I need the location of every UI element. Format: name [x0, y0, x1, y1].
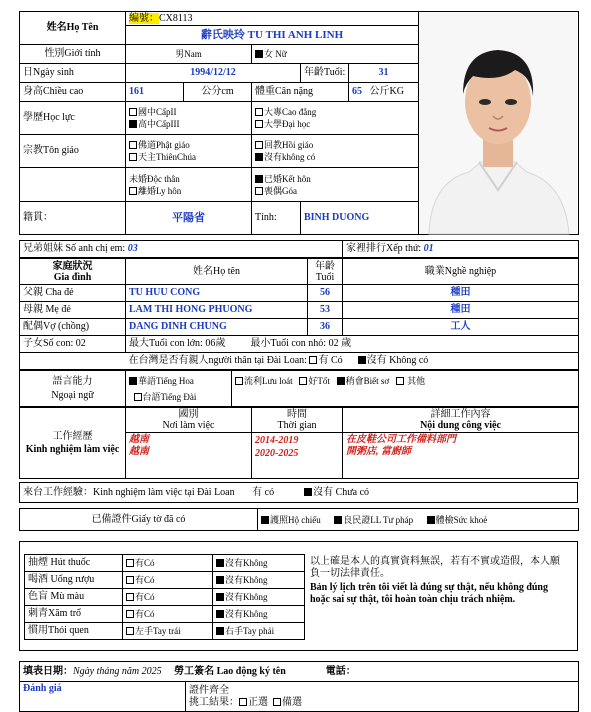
- documents-label: 已備證件Giấy tờ đã có: [20, 509, 258, 531]
- checked-box-icon: [358, 356, 366, 364]
- habits-section: [19, 541, 578, 651]
- photo-cell: [419, 12, 579, 235]
- checkbox-icon: [255, 120, 263, 128]
- checked-box-icon: [129, 377, 137, 385]
- checked-box-icon: [216, 576, 224, 584]
- height-value: 161: [126, 83, 184, 102]
- checkbox-icon: [129, 153, 137, 161]
- family-table: [19, 258, 579, 370]
- height-label: 身高Chiều cao: [20, 83, 126, 102]
- work-header-time: 時間 Thời gian: [252, 408, 343, 433]
- checkbox-icon: [134, 393, 142, 401]
- footer-sign-row: 填表日期：Ngày tháng năm 2025 勞工簽名 Lao động ký tên 電話：: [20, 662, 579, 682]
- checked-box-icon: [337, 377, 345, 385]
- table-row: 配偶Vợ (chồng) DANG DINH CHUNG 36 工人: [20, 319, 579, 336]
- province-value: BINH DUONG: [301, 201, 419, 234]
- personal-info-table: [19, 11, 579, 235]
- marital-options-left[interactable]: 未婚Độc thân 離婚Ly hôn: [126, 168, 252, 201]
- table-row: 抽煙 Hút thuốc 有Có 沒有Không: [25, 555, 305, 572]
- checkbox-icon: [239, 698, 247, 706]
- age-label: 年齡Tuổi:: [301, 64, 349, 83]
- siblings-cell: 兄弟姐妹 Số anh chị em: 03: [20, 241, 343, 258]
- edu-options-left[interactable]: 國中CấpII 高中CấpIII: [126, 101, 252, 134]
- name-label: 姓名Họ Tên: [20, 12, 126, 45]
- native-label: 籍貫：: [20, 201, 126, 234]
- native-value: 平陽省: [126, 201, 252, 234]
- language-options[interactable]: 華語Tiếng Hoa 台語Tiếng Đài: [126, 371, 232, 407]
- language-label: 語言能力 Ngoại ngữ: [20, 371, 126, 407]
- work-contents: 在皮鞋公司工作備料部門 開粥店, 當廚師: [343, 433, 579, 479]
- checkbox-icon: [129, 108, 137, 116]
- checked-box-icon: [255, 153, 263, 161]
- religion-options-left[interactable]: 佛道Phật giáo 天主ThiênChúa: [126, 135, 252, 168]
- siblings-table: [19, 240, 579, 258]
- work-countries: 越南 越南: [126, 433, 252, 479]
- checked-box-icon: [216, 610, 224, 618]
- checkbox-icon: [273, 698, 281, 706]
- eval-label: Đánh giá: [20, 682, 186, 712]
- language-table: [19, 370, 579, 407]
- work-header-content: 詳細工作內容 Nội dung công việc: [343, 408, 579, 433]
- checkbox-icon: [309, 356, 317, 364]
- checked-box-icon: [261, 516, 269, 524]
- work-label: 工作經歷 Kinh nghiệm làm việc: [20, 408, 126, 479]
- table-row: 母親 Mẹ đẻ LAM THI HONG PHUONG 53 種田: [20, 302, 579, 319]
- family-header-age: 年齡 Tuổi: [308, 259, 343, 285]
- documents-table: [19, 508, 579, 531]
- gender-label: 性別Giới tính: [20, 45, 126, 64]
- checkbox-icon: [126, 610, 134, 618]
- family-header-job: 職業Nghề nghiệp: [343, 259, 579, 285]
- children-ages: 最大Tuổi con lớn: 06歲 最小Tuổi con nhỏ: 02 歲: [126, 336, 579, 353]
- checkbox-icon: [255, 187, 263, 195]
- dob-value: 1994/12/12: [126, 64, 301, 83]
- eval-result[interactable]: 證件齊全 挑工結果： 正選 備選: [186, 682, 579, 712]
- taiwan-exp-table: [19, 482, 578, 503]
- checkbox-icon: [255, 108, 263, 116]
- family-header-status: 家庭狀況 Gia đình: [20, 259, 126, 285]
- checked-box-icon: [304, 488, 312, 496]
- checked-box-icon: [427, 516, 435, 524]
- portrait-photo: [419, 12, 577, 234]
- checkbox-icon: [126, 627, 134, 635]
- edu-label: 學歷Học lực: [20, 101, 126, 134]
- table-row: 喝酒 Uống rượu 有Có 沒有Không: [25, 572, 305, 589]
- table-row: 刺青Xăm trổ 有Có 沒有Không: [25, 606, 305, 623]
- checkbox-icon: [126, 559, 134, 567]
- checkbox-icon: [129, 141, 137, 149]
- work-table: [19, 407, 579, 479]
- checked-box-icon: [255, 50, 263, 58]
- name-value: 辭氏映玲 TU THI ANH LINH: [126, 26, 419, 45]
- taiwan-experience[interactable]: 來台工作經驗：Kinh nghiệm làm việc tại Đài Loan 有 có 沒有 Chưa có: [20, 483, 578, 503]
- age-value: 31: [349, 64, 419, 83]
- marital-label: [20, 168, 126, 201]
- declaration: 以上確是本人的真實資料無誤，若有不實或造假，本人願負一切法律責任。 Bản lý lịch trên tôi viết là đúng sự thật, nếu không đúng hoặc sai sự thật, tôi hoàn toàn chịu trách nhiệm.: [310, 556, 560, 605]
- religion-options-right[interactable]: 回教Hồi giáo 沒有không có: [252, 135, 419, 168]
- weight-value-cell: 65 公斤KG: [349, 83, 419, 102]
- religion-label: 宗教Tôn giáo: [20, 135, 126, 168]
- work-times: 2014-2019 2020-2025: [252, 433, 343, 479]
- checked-box-icon: [334, 516, 342, 524]
- family-header-name: 姓名Họ tên: [126, 259, 308, 285]
- checkbox-icon: [299, 377, 307, 385]
- children-count: 子女Số con: 02: [20, 336, 126, 353]
- marital-options-right[interactable]: 已婚Kết hôn 喪偶Góa: [252, 168, 419, 201]
- checked-box-icon: [216, 627, 224, 635]
- checkbox-icon: [396, 377, 404, 385]
- height-unit: 公分cm: [184, 83, 252, 102]
- province-label: Tỉnh:: [252, 201, 301, 234]
- code-cell: 編號：CX8113: [126, 12, 419, 26]
- rank-cell: 家裡排行Xếp thứ: 01: [343, 241, 579, 258]
- checked-box-icon: [216, 559, 224, 567]
- checked-box-icon: [216, 593, 224, 601]
- language-level-options[interactable]: 流利Lưu loát 好Tốt 稍會Biết sơ 其他: [232, 371, 579, 407]
- checkbox-icon: [126, 593, 134, 601]
- checkbox-icon: [126, 576, 134, 584]
- footer-table: [19, 661, 579, 712]
- work-header-country: 國別 Nơi làm việc: [126, 408, 252, 433]
- checkbox-icon: [129, 187, 137, 195]
- checked-box-icon: [129, 120, 137, 128]
- table-row: 色盲 Mù màu 有Có 沒有Không: [25, 589, 305, 606]
- habits-table: [24, 554, 305, 640]
- weight-label: 體重Cân nặng: [252, 83, 349, 102]
- edu-options-right[interactable]: 大專Cao đẳng 大學Đại học: [252, 101, 419, 134]
- documents-options[interactable]: 護照Hộ chiếu 良民證LL Tư pháp 體檢Sức khoẻ: [258, 509, 579, 531]
- checkbox-icon: [235, 377, 243, 385]
- gender-male-option[interactable]: 男Nam: [126, 45, 252, 64]
- resume-form: [19, 11, 578, 712]
- checked-box-icon: [255, 175, 263, 183]
- table-row: 慣用Thói quen 左手Tay trái 右手Tay phải: [25, 623, 305, 640]
- checkbox-icon: [255, 141, 263, 149]
- table-row: 父親 Cha đẻ TU HUU CONG 56 種田: [20, 285, 579, 302]
- gender-female-option[interactable]: 女 Nữ: [252, 45, 419, 64]
- relatives-in-taiwan[interactable]: 在台灣是否有親人người thân tại Đài Loan: 有 Có 沒有 Không có: [126, 353, 579, 370]
- dob-label: 日Ngày sinh: [20, 64, 126, 83]
